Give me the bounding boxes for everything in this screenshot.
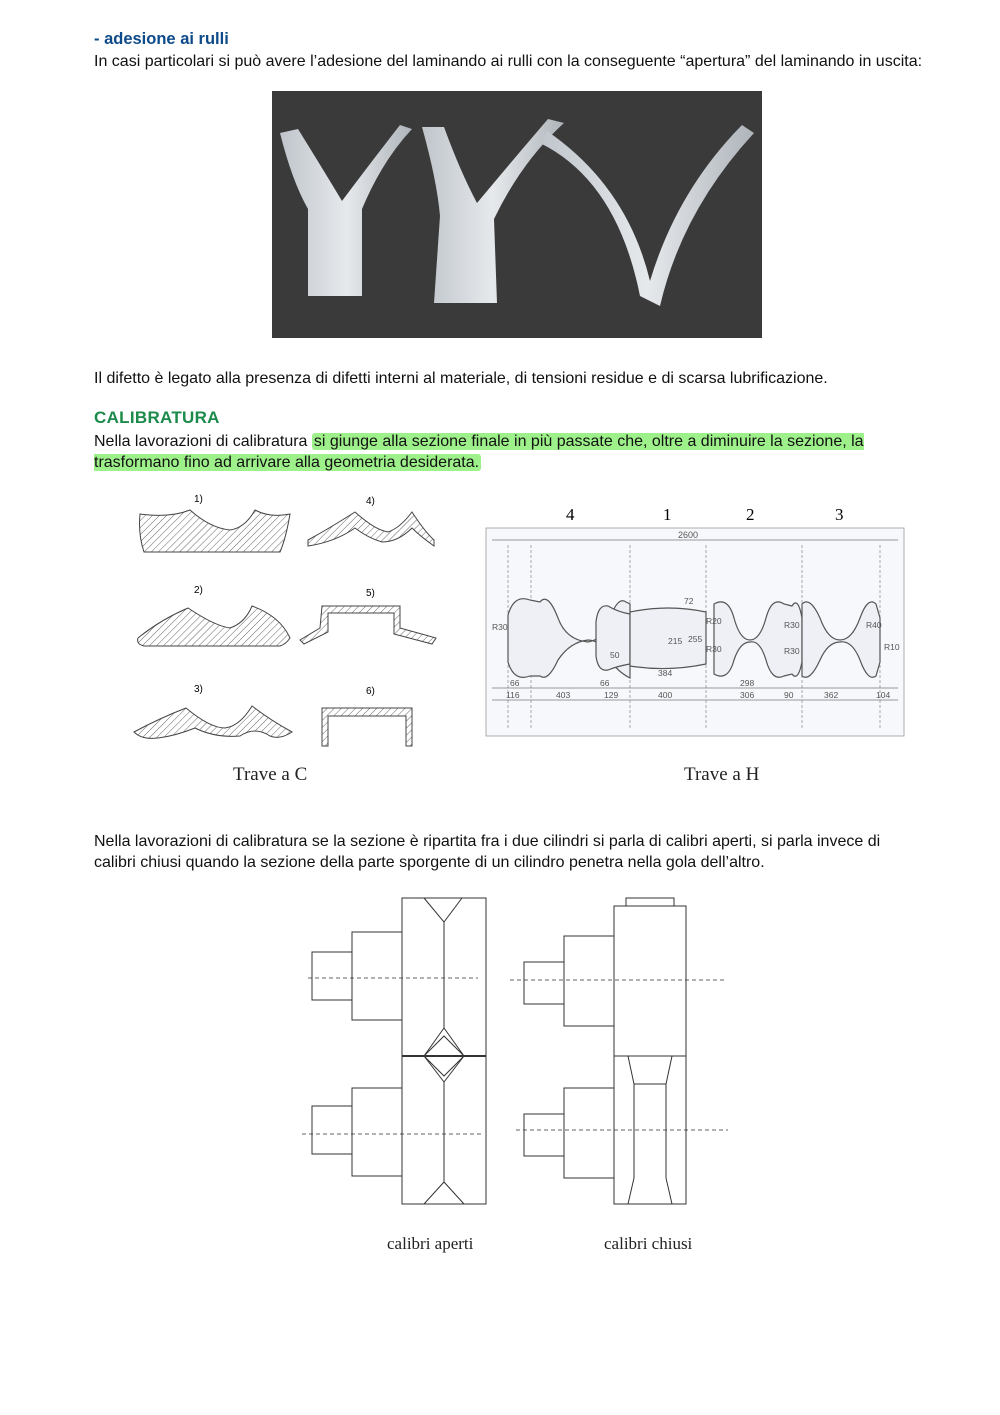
defect-note: Il difetto è legato alla presenza di difetti interni al materiale, di tensioni residue e di scarsa lubrificazione. <box>94 370 828 387</box>
figure-trave-h <box>478 500 908 740</box>
caption-trave-h: Trave a H <box>684 764 760 785</box>
dim-inner-r30a: R30 <box>706 644 722 654</box>
label-step-4: 4) <box>366 496 375 507</box>
label-step-6: 6) <box>366 686 375 697</box>
calibratura-text: Nella lavorazioni di calibratura <box>94 433 312 450</box>
caption-calibri-aperti: calibri aperti <box>387 1234 474 1253</box>
calibri-drawing <box>298 892 738 1214</box>
dim-inner-r20: R20 <box>706 616 722 626</box>
label-step-3: 3) <box>194 684 203 695</box>
dim-inner-72: 72 <box>684 596 694 606</box>
dim-inner-r30b: R30 <box>784 620 800 630</box>
figure-calibri <box>298 892 738 1214</box>
dim-inner-r30c: R30 <box>784 646 800 656</box>
dim-bottom-104: 104 <box>876 690 891 700</box>
stand-number-3: 3 <box>835 505 844 524</box>
dim-inner-r30d: R30 <box>492 622 508 632</box>
dim-total-length: 2600 <box>678 530 699 540</box>
section-heading-calibratura: CALIBRATURA <box>94 408 220 427</box>
stand-number-1: 1 <box>663 505 672 524</box>
highlighted-text: si giunge alla sezione finale in più passate che, oltre a diminuire la sezione, la trasformano fino ad arrivare alla geometria desiderata. <box>94 433 864 471</box>
label-step-1: 1) <box>194 494 203 505</box>
dim-bottom-400: 400 <box>658 690 673 700</box>
intro-paragraph: In casi particolari si può avere l’adesione del laminando ai rulli con la conseguente “apertura” del laminando in uscita: <box>94 53 923 70</box>
photo-rolled-samples <box>272 91 762 338</box>
dim-bottom-298: 298 <box>740 678 755 688</box>
rolled-samples-illustration <box>272 91 762 338</box>
caption-trave-c: Trave a C <box>233 764 308 785</box>
dim-bottom-403: 403 <box>556 690 571 700</box>
trave-c-drawing <box>130 488 450 758</box>
dim-bottom-306: 306 <box>740 690 755 700</box>
label-step-2: 2) <box>194 585 203 596</box>
dim-bottom-362: 362 <box>824 690 839 700</box>
stand-number-2: 2 <box>746 505 755 524</box>
label-step-5: 5) <box>366 588 375 599</box>
caption-calibri-chiusi: calibri chiusi <box>604 1234 693 1253</box>
dim-inner-r40: R40 <box>866 620 882 630</box>
dim-inner-255: 255 <box>688 634 703 644</box>
dim-inner-r10: R10 <box>884 642 900 652</box>
dim-inner-50: 50 <box>610 650 620 660</box>
dim-bottom-90: 90 <box>784 690 794 700</box>
calibri-paragraph: Nella lavorazioni di calibratura se la sezione è ripartita fra i due cilindri si parla di calibri aperti, si parla invece di calibri chiusi quando la sezione della parte sporgente di un cilindro penetra nella gola dell’altro. <box>94 833 881 871</box>
section-heading-adesione: - adesione ai rulli <box>94 30 229 48</box>
stand-number-4: 4 <box>566 505 575 524</box>
dim-inner-215: 215 <box>668 636 683 646</box>
figure-trave-c <box>130 488 450 758</box>
dim-bottom-129: 129 <box>604 690 619 700</box>
calibratura-paragraph <box>94 431 924 473</box>
dim-bottom-384: 384 <box>658 668 673 678</box>
dim-bottom-66a: 66 <box>510 678 520 688</box>
trave-h-drawing <box>478 500 908 740</box>
dim-bottom-66b: 66 <box>600 678 610 688</box>
dim-bottom-116: 116 <box>506 690 520 700</box>
